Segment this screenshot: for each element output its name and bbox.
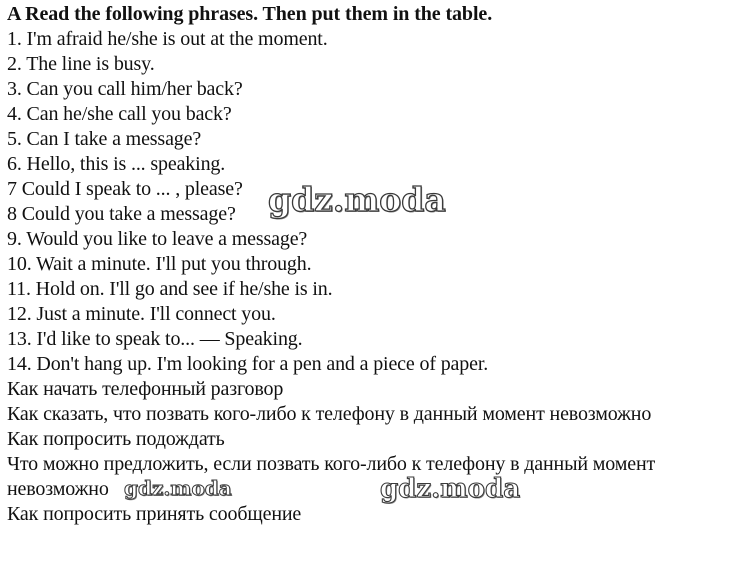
phrase-item: 1. I'm afraid he/she is out at the moment.: [7, 28, 328, 50]
category-item: Что можно предложить, если позвать кого-либо к телефону в данный момент: [7, 453, 656, 475]
phrase-item: 14. Don't hang up. I'm looking for a pen and a piece of paper.: [7, 353, 489, 375]
phrase-item: 10. Wait a minute. I'll put you through.: [7, 253, 312, 275]
category-item: Как попросить подождать: [7, 428, 225, 450]
phrase-item: 3. Can you call him/her back?: [7, 78, 243, 100]
phrase-item: 2. The line is busy.: [7, 53, 155, 75]
phrase-item: 11. Hold on. I'll go and see if he/she is in.: [7, 278, 333, 300]
phrase-item: 5. Can I take a message?: [7, 128, 202, 150]
phrase-item: 9. Would you like to leave a message?: [7, 228, 308, 250]
category-item: Как сказать, что позвать кого-либо к телефону в данный момент невозможно: [7, 403, 652, 425]
phrase-item: 7 Could I speak to ... , please?: [7, 178, 243, 200]
category-item: Как начать телефонный разговор: [7, 378, 284, 400]
watermark-bottom-left: gdz.moda: [124, 476, 232, 500]
phrase-item: 8 Could you take a message?: [7, 203, 236, 225]
category-list: [7, 377, 735, 527]
exercise-page: [7, 2, 735, 527]
category-item: Как попросить принять сообщение: [7, 503, 302, 525]
phrase-item: 4. Can he/she call you back?: [7, 103, 232, 125]
exercise-heading: A Read the following phrases. Then put them in the table.: [7, 3, 493, 25]
watermark-bottom-right: gdz.moda: [380, 474, 521, 504]
category-item-continuation: невозможно: [7, 478, 109, 500]
phrase-item: 12. Just a minute. I'll connect you.: [7, 303, 276, 325]
phrase-item: 6. Hello, this is ... speaking.: [7, 153, 226, 175]
watermark-main: gdz.moda: [268, 180, 446, 219]
phrase-item: 13. I'd like to speak to... — Speaking.: [7, 328, 303, 350]
